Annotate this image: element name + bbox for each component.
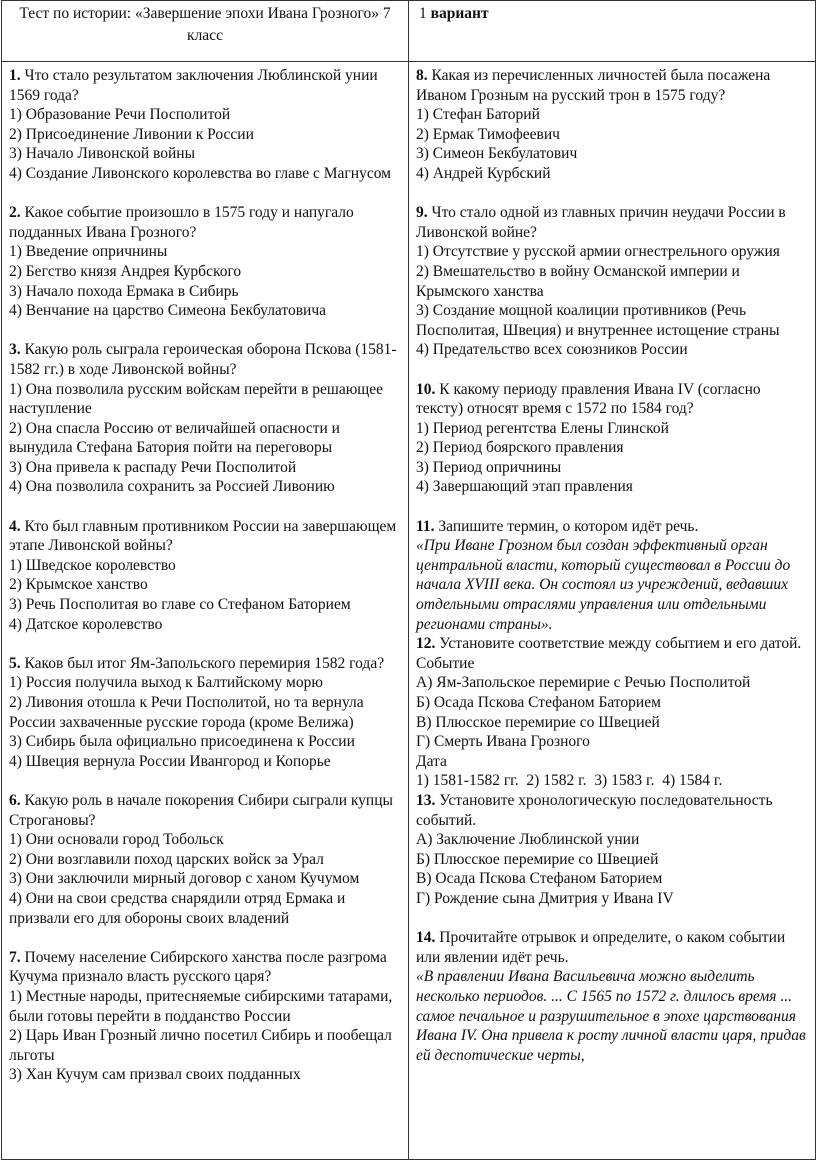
dates-label: Дата bbox=[416, 752, 447, 770]
question-number: 3. bbox=[9, 341, 21, 359]
question-13 bbox=[416, 791, 809, 909]
question-text: Почему население Сибирского ханства после разгрома Кучума признало власть русского царя? bbox=[9, 948, 387, 986]
question-14 bbox=[416, 928, 809, 1065]
right-column bbox=[409, 62, 816, 1160]
question-text: Какую роль в начале покорения Сибири сыграли купцы Строгановы? bbox=[9, 791, 393, 829]
question-number: 5. bbox=[9, 654, 21, 672]
event-item: А) Ям-Запольское перемирие с Речью Посполитой bbox=[416, 674, 751, 692]
question-2 bbox=[9, 203, 402, 321]
answer-option: 3) Речь Посполитая во главе со Стефаном Баторием bbox=[9, 596, 351, 614]
question-text: Какая из перечисленных личностей была посажена Иваном Грозным на русский трон в 1575 году? bbox=[416, 67, 771, 104]
question-number: 1. bbox=[9, 67, 21, 84]
question-number: 6. bbox=[9, 791, 21, 809]
answer-option: 4) Венчание на царство Симеона Бекбулатовича bbox=[9, 302, 327, 320]
question-text: К какому периоду правления Ивана IV (согласно тексту) относят время с 1572 по 1584 год? bbox=[416, 380, 761, 418]
answer-option: 2) Вмешательство в войну Османской империи и Крымского ханства bbox=[416, 262, 740, 300]
question-10 bbox=[416, 380, 809, 498]
question-text: Каков был итог Ям-Запольского перемирия 1582 года? bbox=[24, 654, 385, 672]
answer-option: 1) Она позволила русским войскам перейти в решающее наступление bbox=[9, 380, 383, 418]
quote-text: «В правлении Ивана Васильевича можно выделить несколько периодов. ... С 1565 по 1572 г. длилось время ... самое печальное и разрушительное в эпохе царствования Ивана IV. Она привела к росту личной власти царя, придав ей деспотические черты, bbox=[416, 968, 806, 1064]
test-title: Тест по истории: «Завершение эпохи Ивана Грозного» 7 класс bbox=[19, 5, 391, 44]
question-text: Какое событие произошло в 1575 году и напугало подданных Ивана Грозного? bbox=[9, 204, 354, 241]
question-number: 2. bbox=[9, 204, 21, 222]
question-text: Какую роль сыграла героическая оборона Пскова (1581-1582 гг.) в ходе Ливонской войны? bbox=[9, 341, 397, 378]
variant-cell bbox=[409, 1, 816, 62]
answer-option: 4) Завершающий этап правления bbox=[416, 478, 633, 496]
answer-option: 4) Датское королевство bbox=[9, 615, 163, 633]
question-number: 12. bbox=[416, 635, 436, 653]
sequence-item: Г) Рождение сына Дмитрия у Ивана IV bbox=[416, 889, 674, 907]
question-8 bbox=[416, 66, 809, 184]
variant-word: вариант bbox=[430, 5, 489, 22]
question-11 bbox=[416, 517, 809, 635]
answer-option: 1) Введение опричнины bbox=[9, 243, 168, 261]
question-text: Кто был главным противником России на завершающем этапе Ливонской войны? bbox=[9, 517, 397, 555]
answer-option: 3) Начало Ливонской войны bbox=[9, 145, 195, 163]
event-item: В) Плюсское перемирие со Швецией bbox=[416, 713, 660, 731]
answer-option: 2) Они возглавили поход царских войск за Урал bbox=[9, 850, 324, 868]
answer-option: 3) Хан Кучум сам призвал своих подданных bbox=[9, 1066, 301, 1084]
answer-option: 3) Начало похода Ермака в Сибирь bbox=[9, 282, 239, 300]
question-text: Запишите термин, о котором идёт речь. bbox=[438, 517, 699, 535]
answer-option: 2) Присоединение Ливонии к России bbox=[9, 125, 254, 143]
left-column bbox=[2, 62, 409, 1160]
event-item: Б) Осада Пскова Стефаном Баторием bbox=[416, 694, 661, 711]
answer-option: 2) Ермак Тимофеевич bbox=[416, 125, 560, 143]
question-4 bbox=[9, 517, 402, 635]
question-text: Установите хронологическую последовательность событий. bbox=[416, 791, 773, 829]
dates-list: 1) 1581-1582 гг. 2) 1582 г. 3) 1583 г. 4) 1584 г. bbox=[416, 772, 723, 790]
answer-option: 4) Швеция вернула России Ивангород и Копорье bbox=[9, 752, 331, 770]
question-number: 9. bbox=[416, 204, 428, 222]
question-3 bbox=[9, 340, 402, 497]
events-label: Событие bbox=[416, 654, 475, 672]
answer-option: 2) Ливония отошла к Речи Посполитой, но та вернула России захваченные русские города (кроме Велижа) bbox=[9, 694, 364, 731]
variant-number: 1 bbox=[419, 5, 427, 22]
answer-option: 4) Они на свои средства снарядили отряд Ермака и призвали его для обороны своих владений bbox=[9, 889, 346, 927]
variant-label bbox=[409, 1, 815, 25]
sequence-item: Б) Плюсское перемирие со Швецией bbox=[416, 850, 659, 868]
question-number: 13. bbox=[416, 791, 436, 809]
answer-option: 3) Они заключили мирный договор с ханом Кучумом bbox=[9, 870, 360, 888]
question-number: 14. bbox=[416, 929, 436, 947]
question-7 bbox=[9, 948, 402, 1085]
question-number: 4. bbox=[9, 517, 21, 535]
question-6 bbox=[9, 791, 402, 928]
answer-option: 2) Крымское ханство bbox=[9, 576, 148, 594]
question-text: Установите соответствие между событием и его датой. bbox=[439, 635, 802, 653]
answer-option: 4) Создание Ливонского королевства во главе с Магнусом bbox=[9, 164, 391, 182]
question-5 bbox=[9, 654, 402, 772]
answer-option: 3) Симеон Бекбулатович bbox=[416, 145, 578, 163]
test-table bbox=[1, 0, 816, 1160]
answer-option: 1) Период регентства Елены Глинской bbox=[416, 419, 669, 437]
answer-option: 2) Царь Иван Грозный лично посетил Сибирь и пообещал льготы bbox=[9, 1027, 392, 1064]
answer-option: 1) Россия получила выход к Балтийскому морю bbox=[9, 674, 323, 692]
answer-option: 1) Образование Речи Посполитой bbox=[9, 106, 231, 124]
question-number: 10. bbox=[416, 380, 436, 398]
question-number: 11. bbox=[416, 517, 435, 535]
answer-option: 3) Создание мощной коалиции противников (Речь Посполитая, Швеция) и внутреннее истощение страны bbox=[416, 302, 780, 339]
answer-option: 1) Стефан Баторий bbox=[416, 106, 540, 124]
quote-text: «При Иване Грозном был создан эффективный орган центральной власти, который существовал в России до начала XVIII века. Он состоял из учреждений, ведавших отдельными отраслями управления или отдельными регионами страны». bbox=[416, 537, 791, 633]
question-text: Прочитайте отрывок и определите, о каком событии или явлении идёт речь. bbox=[416, 929, 786, 966]
answer-option: 2) Она спасла Россию от величайшей опасности и вынудила Стефана Батория пойти на переговоры bbox=[9, 419, 340, 457]
answer-option: 3) Период опричнины bbox=[416, 458, 562, 476]
answer-option: 1) Они основали город Тобольск bbox=[9, 831, 224, 849]
question-text: Что стало результатом заключения Люблинской унии 1569 года? bbox=[9, 67, 378, 104]
question-12 bbox=[416, 634, 809, 791]
question-9 bbox=[416, 203, 809, 360]
sequence-item: А) Заключение Люблинской унии bbox=[416, 831, 640, 849]
answer-option: 1) Отсутствие у русской армии огнестрельного оружия bbox=[416, 243, 780, 261]
title-cell bbox=[2, 1, 409, 62]
question-number: 7. bbox=[9, 948, 21, 966]
answer-option: 3) Сибирь была официально присоединена к России bbox=[9, 733, 355, 751]
answer-option: 2) Бегство князя Андрея Курбского bbox=[9, 262, 242, 280]
answer-option: 4) Предательство всех союзников России bbox=[416, 341, 688, 359]
question-text: Что стало одной из главных причин неудачи России в Ливонской войне? bbox=[416, 204, 786, 241]
answer-option: 1) Местные народы, притесняемые сибирскими татарами, были готовы перейти в подданство России bbox=[9, 987, 393, 1025]
event-item: Г) Смерть Ивана Грозного bbox=[416, 733, 590, 751]
question-number: 8. bbox=[416, 67, 428, 84]
answer-option: 1) Шведское королевство bbox=[9, 556, 176, 574]
answer-option: 4) Она позволила сохранить за Россией Ливонию bbox=[9, 478, 335, 496]
answer-option: 3) Она привела к распаду Речи Посполитой bbox=[9, 458, 297, 476]
answer-option: 4) Андрей Курбский bbox=[416, 164, 551, 182]
answer-option: 2) Период боярского правления bbox=[416, 439, 624, 457]
sequence-item: В) Осада Пскова Стефаном Баторием bbox=[416, 870, 663, 888]
question-1 bbox=[9, 66, 402, 184]
